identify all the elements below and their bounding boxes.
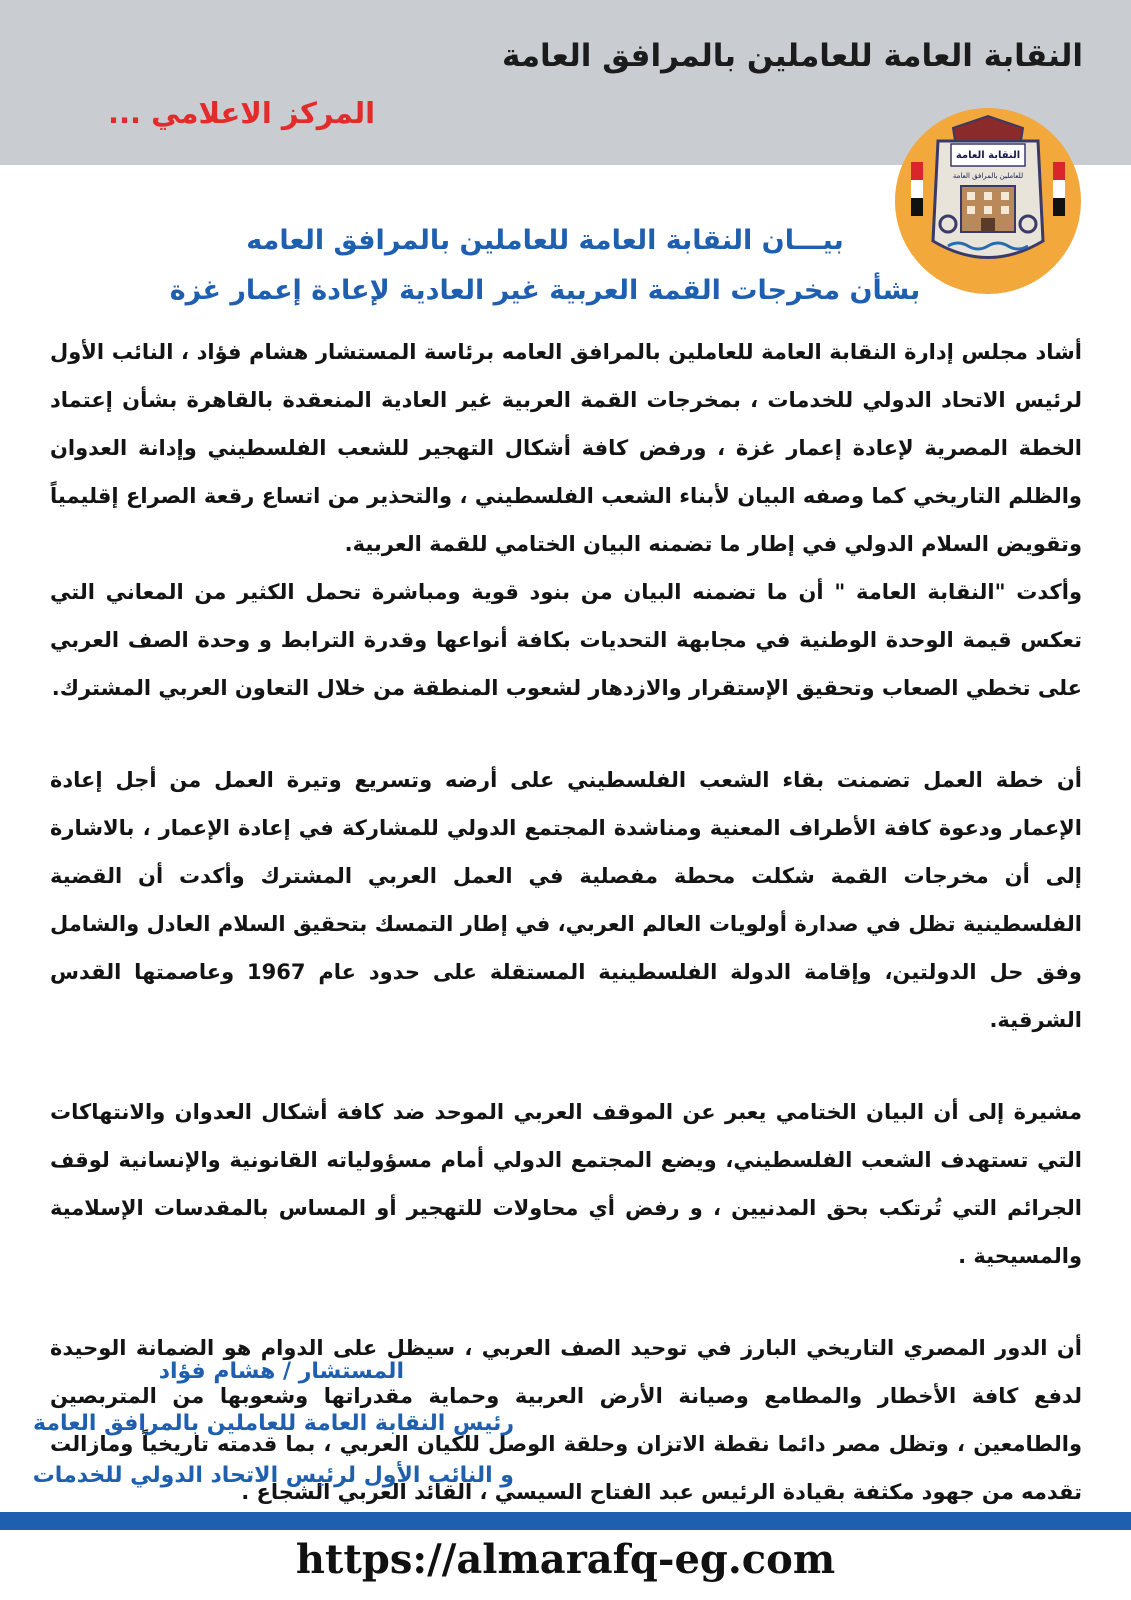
logo-flag-white bbox=[911, 180, 923, 198]
logo-window bbox=[967, 192, 975, 200]
statement-body bbox=[50, 328, 1082, 1516]
logo-text-line1: النقابة العامة bbox=[955, 150, 1021, 161]
body-paragraph: وأكدت "النقابة العامة " أن ما تضمنه البيان من بنود قوية ومباشرة تحمل الكثير من المعاني التي تعكس قيمة الوحدة الوطنية في مجابهة التحديات بكافة أنواعها وقدرة الترابط و وحدة الصف العربي على تخطي الصعاب وتحقيق الإستقرار والازدهار لشعوب المنطقة من خلال التعاون العربي المشترك. bbox=[50, 580, 1082, 700]
signatory-title-line2: و النائب الأول لرئيس الاتحاد الدولي للخدمات bbox=[32, 1463, 514, 1488]
logo-door bbox=[981, 218, 995, 232]
signatory-title-line1: رئيس النقابة العامة للعاملين بالمرافق العامة bbox=[33, 1411, 514, 1436]
statement-title bbox=[130, 216, 960, 316]
logo-flag-red-right bbox=[1053, 162, 1065, 180]
logo-window bbox=[984, 206, 992, 214]
logo-flag-black bbox=[911, 198, 923, 216]
logo-window bbox=[1001, 206, 1009, 214]
statement-title-line1: بيـــان النقابة العامة للعاملين بالمرافق العامه bbox=[246, 225, 844, 256]
logo-flag-black-right bbox=[1053, 198, 1065, 216]
body-paragraph: مشيرة إلى أن البيان الختامي يعبر عن الموقف العربي الموحد ضد كافة أشكال العدوان والانتهاكات التي تستهدف الشعب الفلسطيني، ويضع المجتمع الدولي أمام مسؤولياته القانونية والإنسانية لوقف الجرائم التي تُرتكب بحق المدنيين ، و رفض أي محاولات للتهجير أو المساس بالمقدسات الإسلامية والمسيحية . bbox=[50, 1100, 1082, 1268]
footer-bar bbox=[0, 1512, 1131, 1530]
website-link[interactable]: https://almarafq-eg.com bbox=[295, 1536, 836, 1583]
logo-window bbox=[984, 192, 992, 200]
logo-flag-red bbox=[911, 162, 923, 180]
logo-flag-white-right bbox=[1053, 180, 1065, 198]
body-paragraph: أشاد مجلس إدارة النقابة العامة للعاملين بالمرافق العامه برئاسة المستشار هشام فؤاد ، النائب الأول لرئيس الاتحاد الدولي للخدمات ، بمخرجات القمة العربية غير العادية المنعقدة بالقاهرة بشأن إعتماد الخطة المصرية لإعادة إعمار غزة ، ورفض كافة أشكال التهجير للشعب الفلسطيني وإدانة العدوان والظلم التاريخي كما وصفه البيان لأبناء الشعب الفلسطيني ، والتحذير من اتساع رقعة الصراع إقليمياً وتقويض السلام الدولي في إطار ما تضمنه البيان الختامي للقمة العربية. bbox=[50, 340, 1082, 556]
signatory-name: المستشار / هشام فؤاد bbox=[158, 1359, 404, 1384]
logo-window bbox=[1001, 192, 1009, 200]
org-title: النقابة العامة للعاملين بالمرافق العامة bbox=[502, 38, 1083, 74]
logo-window bbox=[967, 206, 975, 214]
statement-title-line2: بشأن مخرجات القمة العربية غير العادية لإعادة إعمار غزة bbox=[169, 275, 921, 306]
body-paragraph: أن الدور المصري التاريخي البارز في توحيد الصف العربي ، سيظل على الدوام هو الضمانة الوحيدة لدفع كافة الأخطار والمطامع وصيانة الأرض العربية وحماية مقدراتها وشعوبها من المتربصين والطامعين ، وتظل مصر دائما نقطة الاتزان وحلقة الوصل للكيان العربي ، بما قدمته تاريخياً ومازالت تقدمه من جهود مكثفة بقيادة الرئيس عبد الفتاح السيسي ، القائد العربي الشجاع . bbox=[50, 1336, 1082, 1504]
media-center-label: المركز الاعلامي ... bbox=[108, 96, 376, 130]
signature-block bbox=[34, 1346, 514, 1502]
body-paragraph: أن خطة العمل تضمنت بقاء الشعب الفلسطيني على أرضه وتسريع وتيرة العمل من أجل إعادة الإعمار ودعوة كافة الأطراف المعنية ومناشدة المجتمع الدولي للمشاركة في إعادة الإعمار ، بالاشارة إلى أن مخرجات القمة شكلت محطة مفصلية في العمل العربي المشترك وأكدت أن القضية الفلسطينية تظل في صدارة أولويات العالم العربي، في إطار التمسك بتحقيق السلام العادل والشامل وفق حل الدولتين، وإقامة الدولة الفلسطينية المستقلة على حدود عام 1967 وعاصمتها القدس الشرقية. bbox=[50, 768, 1082, 1032]
logo-text-line2: للعاملين بالمرافق العامة bbox=[952, 172, 1024, 180]
